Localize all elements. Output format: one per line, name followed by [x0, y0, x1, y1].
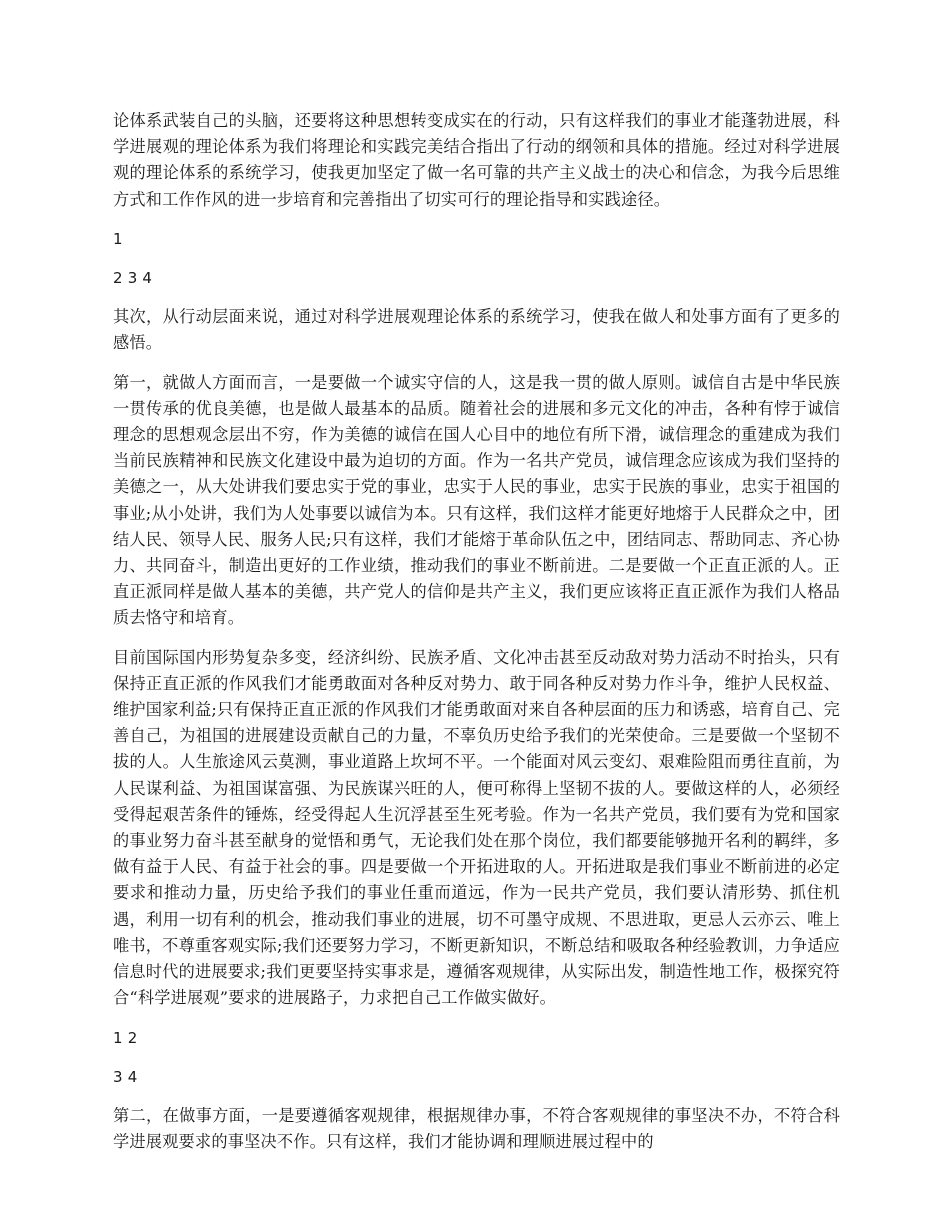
page-number-line: 1 2	[113, 1028, 138, 1047]
page-number-line: 1	[113, 229, 123, 248]
paragraph-situation: 目前国际国内形势复杂多变，经济纠纷、民族矛盾、文化冲击甚至反动敌对势力活动不时抬头，只有保持正直正派的作风我们才能勇敢面对各种反对势力、敢于同各种反对势力作斗争，维护人民权益、维护国家利益;只有保持正直正派的作风我们才能勇敢面对来自各种层面的压力和诱惑，培育自己、完善自己，为祖国的进展建设贡献自己的力量，不辜负历史给予我们的光荣使命。三是要做一个坚韧不拔的人。人生旅途风云莫测，事业道路上坎坷不平。一个能面对风云变幻、艰难险阻而勇往直前，为人民谋利益、为祖国谋富强、为民族谋兴旺的人，便可称得上坚韧不拔的人。要做这样的人，必须经受得起艰苦条件的锤炼，经受得起人生沉浮甚至生死考验。作为一名共产党员，我们要有为党和国家的事业努力奋斗甚至献身的觉悟和勇气，无论我们处在那个岗位，我们都要能够抛开名利的羁绊，多做有益于人民、有益于社会的事。四是要做一个开拓进取的人。开拓进取是我们事业不断前进的必定要求和推动力量，历史给予我们的事业任重而道远，作为一民共产党员，我们要认清形势、抓住机遇，利用一切有利的机会，推动我们事业的进展，切不可墨守成规、不思进取，更忌人云亦云、唯上唯书，不尊重客观实际;我们还要努力学习，不断更新知识，不断总结和吸取各种经验教训，力争适应信息时代的进展要求;我们更要坚持实事求是，遵循客观规律，从实际出发，制造性地工作，极探究符合“科学进展观”要求的进展路子，力求把自己工作做实做好。	[113, 647, 840, 1008]
page-number-line: 3 4	[113, 1067, 138, 1086]
paragraph-intro: 论体系武装自己的头脑，还要将这种思想转变成实在的行动，只有这样我们的事业才能蓬勃进展，科学进展观的理论体系为我们将理论和实践完美结合指出了行动的纲领和具体的措施。经过对科学进展观的理论体系的系统学习，使我更加坚定了做一名可靠的共产主义战士的决心和信念，为我今后思维方式和工作作风的进一步培育和完善指出了切实可行的理论指导和实践途径。	[113, 111, 840, 209]
paragraph-first-conduct: 第一，就做人方面而言，一是要做一个诚实守信的人，这是我一贯的做人原则。诚信自古是中华民族一贯传承的优良美德，也是做人最基本的品质。随着社会的进展和多元文化的冲击，各种有悖于诚信理念的思想观念层出不穷，作为美德的诚信在国人心目中的地位有所下滑，诚信理念的重建成为我们当前民族精神和民族文化建设中最为迫切的方面。作为一名共产党员，诚信理念应该成为我们坚持的美德之一，从大处讲我们要忠实于党的事业，忠实于人民的事业，忠实于民族的事业，忠实于祖国的事业;从小处讲，我们为人处事要以诚信为本。只有这样，我们这样才能更好地熔于人民群众之中，团结人民、领导人民、服务人民;只有这样，我们才能熔于革命队伍之中，团结同志、帮助同志、齐心协力、共同奋斗，制造出更好的工作业绩，推动我们的事业不断前进。二是要做一个正直正派的人。正直正派同样是做人基本的美德，共产党人的信仰是共产主义，我们更应该将正直正派作为我们人格品质去恪守和培育。	[113, 372, 840, 628]
paragraph-secondly: 其次，从行动层面来说，通过对科学进展观理论体系的系统学习，使我在做人和处事方面有了更多的感悟。	[113, 307, 840, 353]
page-number-line: 2 3 4	[113, 269, 153, 288]
paragraph-second-affairs: 第二，在做事方面，一是要遵循客观规律，根据规律办事，不符合客观规律的事坚决不办，不符合科学进展观要求的事坚决不作。只有这样，我们才能协调和理顺进展过程中的	[113, 1105, 840, 1152]
document-page	[113, 108, 840, 1168]
